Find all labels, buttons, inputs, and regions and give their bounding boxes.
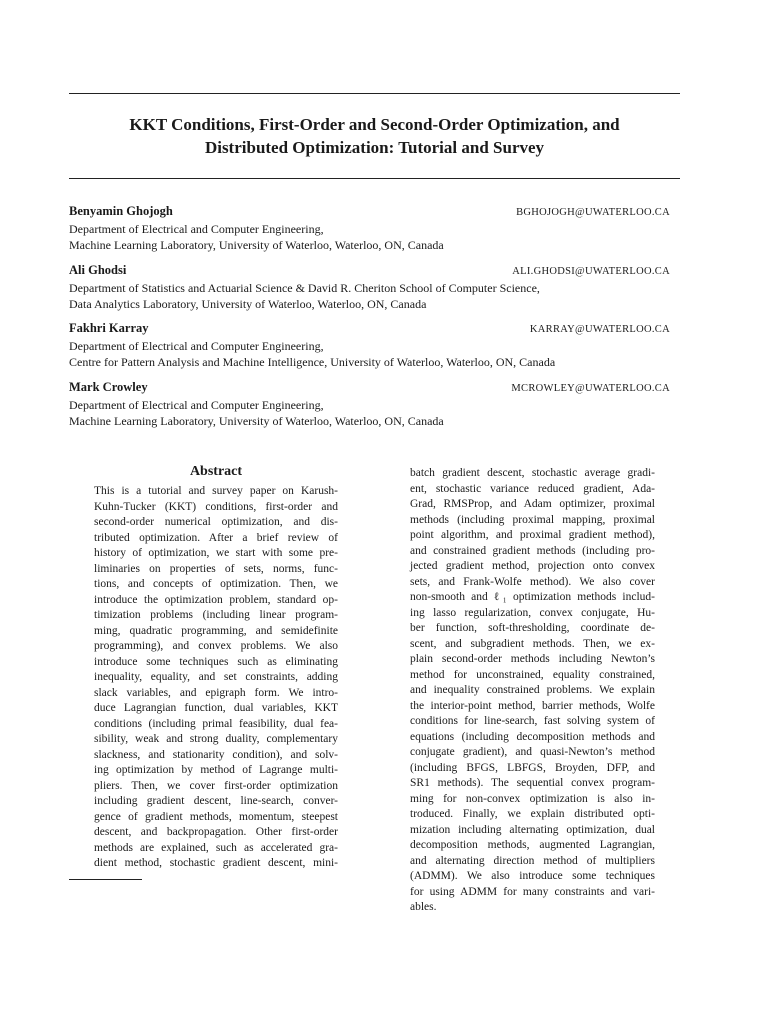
author-email[interactable]: ALI.GHODSI@UWATERLOO.CA <box>512 266 670 277</box>
author-affiliation-line: Machine Learning Laboratory, University of Waterloo, Waterloo, ON, Canada <box>69 414 444 428</box>
author-name: Benyamin Ghojogh <box>69 204 173 218</box>
abstract-line: method for unconstrained, equality constrained, <box>410 668 655 681</box>
abstract-line: methods are explained, such as accelerated gra- <box>94 841 338 854</box>
abstract-line: pliers. Then, we cover first-order optimization <box>94 779 338 792</box>
abstract-line: duce Lagrangian function, dual variables, KKT <box>94 702 338 714</box>
bottom-rule <box>69 178 680 179</box>
author-affiliation-line: Department of Electrical and Computer Engineering, <box>69 398 324 412</box>
footnote-rule <box>69 879 142 880</box>
author-name: Ali Ghodsi <box>69 263 127 277</box>
abstract-line: methods (including proximal mapping, proximal <box>410 513 655 526</box>
abstract-line: conjugate gradient), and quasi-Newton’s method <box>410 746 655 758</box>
abstract-line: slackness, and stationarity condition), and solv- <box>94 748 338 761</box>
author-email[interactable]: KARRAY@UWATERLOO.CA <box>529 324 670 335</box>
abstract-line: point algorithm, and proximal gradient method), <box>410 529 655 541</box>
abstract-line: tions, and concepts of optimization. Then, we <box>94 578 338 590</box>
author-affiliation-line: Centre for Pattern Analysis and Machine Intelligence, University of Waterloo, Waterloo, ON, Canada <box>69 355 556 369</box>
abstract-line: scent, and subgradient methods. Then, we ex- <box>410 637 655 650</box>
author-block-crowley <box>69 380 670 429</box>
abstract-line: jected gradient method, projection onto convex <box>410 560 655 572</box>
abstract-line: sibility, weak and strong duality, complementary <box>94 733 338 745</box>
abstract-line: Grad, RMSProp, and Adam optimizer, proximal <box>410 498 655 510</box>
abstract-line: mization including alternating optimization, dual <box>410 823 655 836</box>
abstract-left-column <box>94 484 338 872</box>
abstract-line: ing optimization by method of Lagrange multi- <box>94 764 338 776</box>
abstract-line: ming, quadratic programming, and semidefinite <box>94 624 338 637</box>
abstract-line: plain second-order methods including Newton’s <box>410 653 655 665</box>
abstract-line: and alternating direction method of multipliers <box>410 854 655 867</box>
abstract-line: for using ADMM for many constraints and vari- <box>410 885 655 898</box>
author-affiliation-line: Data Analytics Laboratory, University of Waterloo, Waterloo, ON, Canada <box>69 297 427 311</box>
top-rule <box>69 93 680 94</box>
author-affiliation-line: Machine Learning Laboratory, University of Waterloo, Waterloo, ON, Canada <box>69 238 444 252</box>
abstract-line: sets, and Frank-Wolfe method). We also cover <box>410 575 655 588</box>
author-affiliation-line: Department of Electrical and Computer Engineering, <box>69 339 324 353</box>
author-name: Fakhri Karray <box>69 321 149 335</box>
abstract-line: and constrained gradient methods (including pro- <box>410 544 655 557</box>
abstract-line: conditions for line-search, fast solving system of <box>410 715 655 727</box>
author-affiliation-line: Department of Statistics and Actuarial Science & David R. Cheriton School of Computer Science, <box>69 281 540 295</box>
abstract-line: batch gradient descent, stochastic average gradi- <box>410 467 655 479</box>
abstract-line: This is a tutorial and survey paper on Karush- <box>94 485 338 497</box>
author-block-ghojogh <box>69 204 670 253</box>
abstract-line: equations (including decomposition methods and <box>410 730 655 743</box>
abstract-line: slack variables, and epigraph form. We intro- <box>94 686 338 699</box>
abstract-line: (including BFGS, LBFGS, Broyden, DFP, and <box>410 761 655 774</box>
abstract-line: (ADMM). We also introduce some techniques <box>410 870 655 882</box>
abstract-line: tributed optimization. After a brief review of <box>94 531 338 544</box>
abstract-line: liminaries on properties of sets, norms, func- <box>94 562 338 575</box>
paper-title <box>69 113 680 159</box>
title-line-2: Distributed Optimization: Tutorial and Survey <box>204 138 545 157</box>
abstract-line: ming for non-convex optimization is also in- <box>410 792 655 805</box>
abstract-line: history of optimization, we start with some pre- <box>94 547 338 559</box>
abstract-line: gence of gradient methods, momentum, steepest <box>94 810 338 823</box>
abstract-line: and inequality constrained problems. We explain <box>410 684 655 696</box>
author-email[interactable]: BGHOJOGH@UWATERLOO.CA <box>516 207 670 218</box>
abstract-line: decomposition methods, augmented Lagrangian, <box>410 839 655 851</box>
abstract-line: introduce some techniques such as eliminating <box>94 655 338 668</box>
abstract-line: second-order numerical optimization, and dis- <box>94 516 338 528</box>
title-line-1: KKT Conditions, First-Order and Second-Order Optimization, and <box>129 115 620 134</box>
abstract-line: ables. <box>410 901 437 913</box>
abstract-line: descent, and backpropagation. Other first-order <box>94 826 338 838</box>
abstract-line: troduced. Finally, we explain distributed opti- <box>410 808 655 820</box>
abstract-line: ing lasso regularization, convex conjugate, Hu- <box>410 606 655 619</box>
author-block-karray <box>69 321 670 370</box>
author-affiliation-line: Department of Electrical and Computer Engineering, <box>69 222 324 236</box>
abstract-line: introduce the optimization problem, standard op- <box>94 593 338 606</box>
abstract-line: programming), and convex problems. We also <box>94 640 338 652</box>
abstract-line: the interior-point method, barrier methods, Wolfe <box>410 699 655 712</box>
author-name: Mark Crowley <box>69 380 148 394</box>
abstract-line: dient method, stochastic gradient descent, mini- <box>94 857 338 869</box>
abstract-line: SR1 methods). The sequential convex program- <box>410 777 655 789</box>
author-block-ghodsi <box>69 263 670 312</box>
abstract-right-column <box>410 466 655 916</box>
abstract-line: timization problems (including linear program- <box>94 609 338 621</box>
author-email[interactable]: MCROWLEY@UWATERLOO.CA <box>511 383 670 394</box>
abstract-line: inequality, equality, and set constraints, adding <box>94 671 338 683</box>
abstract-heading: Abstract <box>189 464 243 479</box>
abstract-line: ent, stochastic variance reduced gradient, Ada- <box>410 482 655 495</box>
abstract-line: including gradient descent, line-search, conver- <box>94 795 338 807</box>
abstract-line: non-smooth and ℓ₁ optimization methods includ- <box>410 591 655 603</box>
abstract-line: ber function, soft-thresholding, coordinate de- <box>410 622 655 634</box>
abstract-line: conditions (including primal feasibility, dual fea- <box>94 717 338 730</box>
abstract-line: Kuhn-Tucker (KKT) conditions, first-order and <box>94 500 338 513</box>
